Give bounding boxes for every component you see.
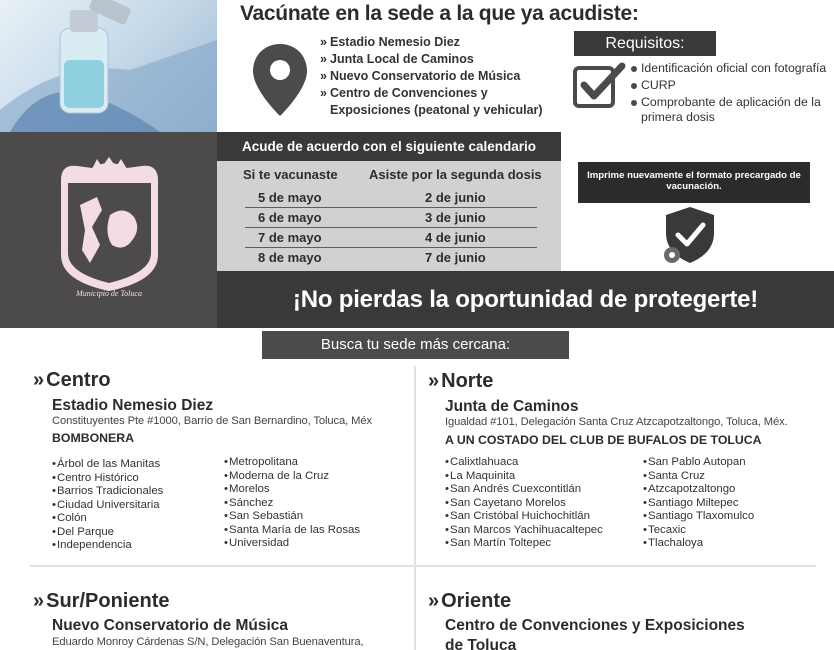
venue-address: Igualdad #101, Delegación Santa Cruz Atzcapotzaltongo, Toluca, Méx. <box>445 416 788 428</box>
colonia-list <box>445 456 603 551</box>
chevron-right-icon: » <box>33 369 45 391</box>
first-dose-date: 6 de mayo <box>258 210 322 225</box>
venue-list-item: » Nuevo Conservatorio de Música <box>320 68 570 85</box>
print-notice: Imprime nuevamente el formato precargado de vacunación. <box>578 162 810 203</box>
vaccine-photo <box>0 0 217 132</box>
calendar-header-second: Asiste por la segunda dosis <box>369 167 542 182</box>
checkbox-checked-icon <box>572 60 628 110</box>
list-item: • Santa María de las Rosas <box>224 524 360 538</box>
zone-title-oriente: » Oriente <box>428 590 512 612</box>
list-item: • San Sebastián <box>224 510 360 524</box>
list-item: • Santa Cruz <box>643 470 754 484</box>
second-dose-date: 2 de junio <box>425 190 486 205</box>
list-item: • Colón <box>52 512 163 526</box>
venue-list-item: » Junta Local de Caminos <box>320 51 570 68</box>
chevron-right-icon: » <box>428 370 440 392</box>
venue-name-continued: de Toluca <box>445 637 517 650</box>
first-dose-date: 7 de mayo <box>258 230 322 245</box>
list-item: • Universidad <box>224 537 360 551</box>
list-item: • San Martín Toltepec <box>445 537 603 551</box>
list-item: • Sánchez <box>224 497 360 511</box>
list-item: • Santiago Tlaxomulco <box>643 510 754 524</box>
colonia-list <box>52 458 163 553</box>
second-dose-date: 7 de junio <box>425 250 486 265</box>
list-item: • Morelos <box>224 483 360 497</box>
list-item: • Moderna de la Cruz <box>224 470 360 484</box>
location-pin-icon <box>250 42 310 118</box>
search-title: Busca tu sede más cercana: <box>262 331 569 359</box>
calendar-table <box>217 161 561 271</box>
venue-name: Nuevo Conservatorio de Música <box>52 617 289 634</box>
venue-address: Eduardo Monroy Cárdenas S/N, Delegación San Buenaventura, <box>52 636 364 648</box>
zone-title-norte: » Norte <box>428 370 494 392</box>
seal-caption: Municipio de Toluca <box>76 289 142 298</box>
list-item: • Calixtlahuaca <box>445 456 603 470</box>
requirement-item: Comprobante de aplicación de la primera dosis <box>630 95 830 125</box>
list-item: • Centro Histórico <box>52 472 163 486</box>
first-dose-date: 8 de mayo <box>258 250 322 265</box>
chevron-right-icon: » <box>428 590 440 612</box>
list-item: • Del Parque <box>52 526 163 540</box>
list-item: • Atzcapotzaltongo <box>643 483 754 497</box>
colonia-list <box>224 456 360 551</box>
venue-address: Constituyentes Pte #1000, Barrio de San Bernardino, Toluca, Méx <box>52 415 372 427</box>
colonia-list <box>643 456 754 551</box>
zone-title-centro: » Centro <box>33 369 111 391</box>
list-item: • San Pablo Autopan <box>643 456 754 470</box>
venue-list-item: » Centro de Convenciones y Exposiciones (peatonal y vehicular) <box>320 85 570 119</box>
zone-title-sur-poniente: » Sur/Poniente <box>33 590 170 612</box>
requirements-title: Requisitos: <box>574 31 716 56</box>
list-item: • Metropolitana <box>224 456 360 470</box>
list-item: • San Andrés Cuexcontitlán <box>445 483 603 497</box>
venue-note: A UN COSTADO DEL CLUB DE BUFALOS DE TOLUCA <box>445 433 762 447</box>
calendar-header-first: Si te vacunaste <box>243 167 338 182</box>
divider-horizontal <box>30 565 816 567</box>
requirements-list <box>630 61 830 127</box>
venue-list <box>320 34 570 119</box>
venue-note: BOMBONERA <box>52 431 134 445</box>
list-item: • Barrios Tradicionales <box>52 485 163 499</box>
calendar-row <box>245 188 537 208</box>
toluca-seal-logo <box>52 155 167 300</box>
first-dose-date: 5 de mayo <box>258 190 322 205</box>
calendar-row <box>245 228 537 248</box>
calendar-row <box>245 208 537 228</box>
calendar-title: Acude de acuerdo con el siguiente calendario <box>217 132 561 161</box>
banner-message: ¡No pierdas la oportunidad de protegerte! <box>217 271 834 328</box>
list-item: • Independencia <box>52 539 163 553</box>
venue-list-item: » Estadio Nemesio Diez <box>320 34 570 51</box>
chevron-right-icon: » <box>33 590 45 612</box>
list-item: • San Cristóbal Huichochitlán <box>445 510 603 524</box>
shield-check-icon <box>662 205 718 265</box>
second-dose-date: 4 de junio <box>425 230 486 245</box>
list-item: • Árbol de las Manitas <box>52 458 163 472</box>
headline: Vacúnate en la sede a la que ya acudiste: <box>240 2 639 25</box>
requirement-item: Identificación oficial con fotografía <box>630 61 830 76</box>
venue-name: Estadio Nemesio Diez <box>52 397 214 414</box>
list-item: • San Cayetano Morelos <box>445 497 603 511</box>
divider-vertical <box>414 366 416 650</box>
list-item: • Santiago Miltepec <box>643 497 754 511</box>
second-dose-date: 3 de junio <box>425 210 486 225</box>
list-item: • Ciudad Universitaria <box>52 499 163 513</box>
list-item: • San Marcos Yachihuacaltepec <box>445 524 603 538</box>
list-item: • Tecaxic <box>643 524 754 538</box>
venue-name: Junta de Caminos <box>445 398 579 415</box>
list-item: • Tlachaloya <box>643 537 754 551</box>
requirement-item: CURP <box>630 78 830 93</box>
venue-name: Centro de Convenciones y Exposiciones <box>445 617 745 634</box>
list-item: • La Maquinita <box>445 470 603 484</box>
calendar-row <box>245 248 537 268</box>
